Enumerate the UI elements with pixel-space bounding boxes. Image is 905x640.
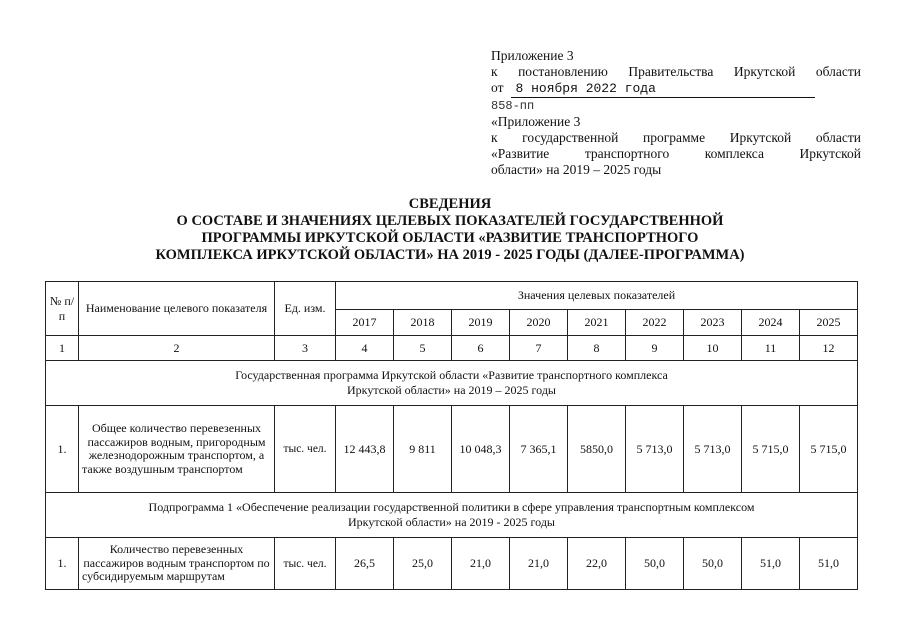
header-name: Наименование целевого показателя	[79, 282, 275, 336]
indicator-value: 51,0	[742, 538, 800, 590]
indicator-value: 21,0	[510, 538, 568, 590]
column-number: 2	[79, 336, 275, 361]
indicator-value: 12 443,8	[336, 406, 394, 493]
indicator-value: 26,5	[336, 538, 394, 590]
column-number: 1	[46, 336, 79, 361]
annex-line-decree: к постановлению Правительства Иркутской области	[491, 64, 861, 79]
indicator-value: 5 713,0	[626, 406, 684, 493]
column-number: 6	[452, 336, 510, 361]
column-number: 3	[275, 336, 336, 361]
section-subprogram	[46, 493, 858, 538]
header-unit: Ед. изм.	[275, 282, 336, 336]
indicator-value: 5 713,0	[684, 406, 742, 493]
indicator-unit: тыс. чел.	[275, 406, 336, 493]
year-cell: 2024	[742, 310, 800, 336]
column-number: 9	[626, 336, 684, 361]
header-no: № п/п	[46, 282, 79, 336]
indicator-value: 50,0	[626, 538, 684, 590]
title-line-3: ПРОГРАММЫ ИРКУТСКОЙ ОБЛАСТИ «РАЗВИТИЕ ТРАНСПОРТНОГО	[201, 230, 699, 246]
indicator-value: 10 048,3	[452, 406, 510, 493]
column-number: 10	[684, 336, 742, 361]
indicators-table	[45, 281, 858, 590]
section-subprogram-line-2: Иркутской области» на 2019 - 2025 годы	[348, 515, 555, 529]
title-line-2: О СОСТАВЕ И ЗНАЧЕНИЯХ ЦЕЛЕВЫХ ПОКАЗАТЕЛЕЙ ГОСУДАРСТВЕННОЙ	[176, 213, 724, 229]
year-cell: 2017	[336, 310, 394, 336]
year-cell: 2018	[394, 310, 452, 336]
year-cell: 2020	[510, 310, 568, 336]
indicator-unit: тыс. чел.	[275, 538, 336, 590]
indicator-value: 51,0	[800, 538, 858, 590]
header-values: Значения целевых показателей	[336, 282, 858, 310]
indicator-value: 5 715,0	[800, 406, 858, 493]
indicator-name: Общее количество перевезенных пассажиров водным, пригородным железнодорожным транспортом, а также воздушным транспортом	[79, 406, 275, 493]
indicator-value: 50,0	[684, 538, 742, 590]
year-cell: 2021	[568, 310, 626, 336]
indicator-value: 5 715,0	[742, 406, 800, 493]
indicator-value: 7 365,1	[510, 406, 568, 493]
annex-line-program-name: «Развитие транспортного комплекса Иркутской	[491, 146, 861, 161]
year-cell: 2023	[684, 310, 742, 336]
section-program-line-1: Государственная программа Иркутской области «Развитие транспортного комплекса	[235, 368, 668, 382]
title-line-1: СВЕДЕНИЯ	[408, 196, 492, 212]
section-subprogram-row	[46, 493, 858, 538]
column-number: 5	[394, 336, 452, 361]
column-number: 12	[800, 336, 858, 361]
row-number: 1.	[46, 406, 79, 493]
annex-line-program: к государственной программе Иркутской области	[491, 130, 861, 145]
annex-date-value: 8 ноября 2022 года	[511, 81, 815, 98]
table-row	[46, 406, 858, 493]
section-program-row	[46, 361, 858, 406]
title-line-4: КОМПЛЕКСА ИРКУТСКОЙ ОБЛАСТИ» НА 2019 - 2025 ГОДЫ (ДАЛЕЕ-ПРОГРАММА)	[155, 247, 745, 263]
column-number: 4	[336, 336, 394, 361]
column-number: 7	[510, 336, 568, 361]
indicator-value: 25,0	[394, 538, 452, 590]
annex-date-prefix: от	[491, 80, 504, 95]
row-number: 1.	[46, 538, 79, 590]
indicator-value: 22,0	[568, 538, 626, 590]
indicator-value: 5850,0	[568, 406, 626, 493]
indicator-value: 21,0	[452, 538, 510, 590]
header-row	[46, 282, 858, 310]
annex-line-sub-title: «Приложение 3	[491, 114, 581, 129]
year-cell: 2019	[452, 310, 510, 336]
section-program-line-2: Иркутской области» на 2019 – 2025 годы	[347, 383, 556, 397]
annex-date-line	[491, 80, 861, 98]
indicator-name: Количество перевезенных пассажиров водным транспортом по субсидируемым маршрутам	[79, 538, 275, 590]
column-number: 11	[742, 336, 800, 361]
annex-block	[491, 48, 861, 178]
year-cell: 2025	[800, 310, 858, 336]
annex-line-years: области» на 2019 – 2025 годы	[491, 162, 662, 177]
table-row	[46, 538, 858, 590]
indicator-value: 9 811	[394, 406, 452, 493]
annex-number: 858-пп	[491, 99, 535, 113]
column-numbers-row	[46, 336, 858, 361]
section-program	[46, 361, 858, 406]
annex-title: Приложение 3	[491, 48, 574, 63]
section-subprogram-line-1: Подпрограмма 1 «Обеспечение реализации государственной политики в сфере управления транспортным комплексом	[148, 500, 755, 514]
column-number: 8	[568, 336, 626, 361]
document-title	[80, 196, 820, 264]
year-cell: 2022	[626, 310, 684, 336]
